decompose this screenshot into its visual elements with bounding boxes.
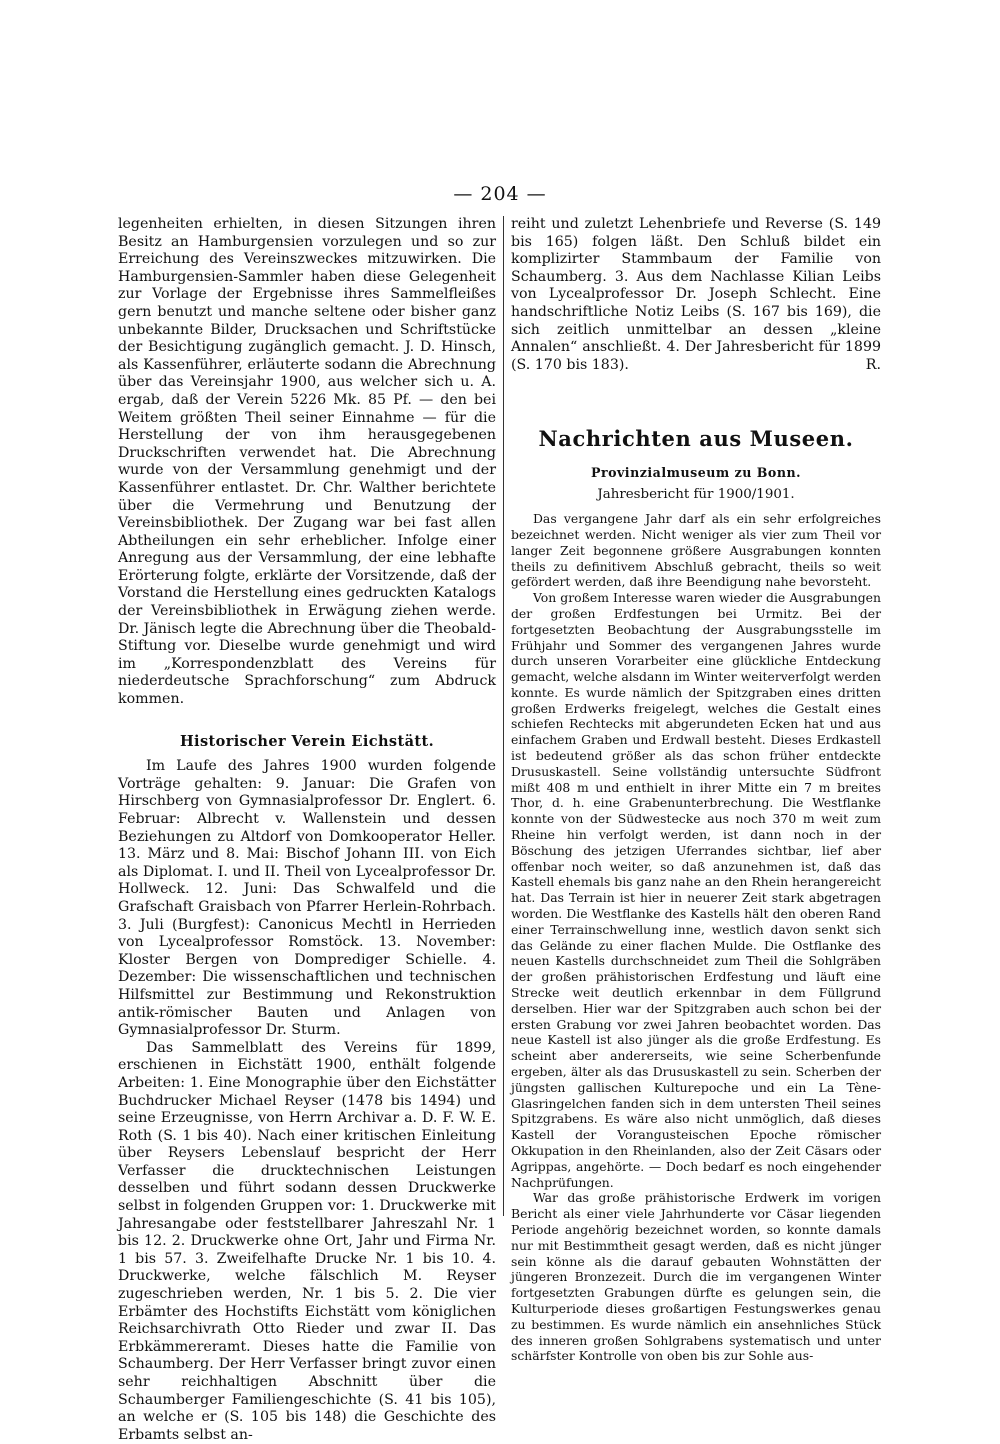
left-paragraph-3: Das Sammelblatt des Vereins für 1899, erschienen in Eichstätt 1900, enthält folgende Arbeiten: 1. Eine Monographie über den Eichstätter Buchdrucker Michael Reyser (1478 bis 1494) und seine Erzeugnisse, von Herrn Archivar a. D. F. W. E. Roth (S. 1 bis 40). Nach einer kritischen Einleitung über Reysers Lebenslauf bespricht der Herr Verfasser die drucktechnischen Leistungen desselben und führt sodann dessen Druckwerke selbst in folgenden Gruppen vor: 1. Druckwerke mit Jahresangabe oder feststellbarer Jahreszahl Nr. 1 bis 12. 2. Druckwerke ohne Ort, Jahr und Firma Nr. 1 bis 57. 3. Zweifelhafte Drucke Nr. 1 bis 10. 4. Druckwerke, welche fälschlich M. Reyser zugeschrieben werden, Nr. 1 bis 5. 2. Die vier Erbämter des Hochstifts Eichstätt vom königlichen Reichsarchivrath Otto Rieder und zwar II. Das Erbkämmereramt. Dieses hatte die Familie von Schaumberg. Der Herr Verfasser bringt zuvor einen sehr reichhaltigen Abschnitt über die Schaumberger Familiengeschichte (S. 41 bis 105), an welche er (S. 105 bis 148) die Geschichte des Erbamts selbst an- bbox=[118, 1039, 496, 1443]
right-intro-paragraph bbox=[511, 216, 881, 374]
right-intro-text: reiht und zuletzt Lehenbriefe und Reverse (S. 149 bis 165) folgen läßt. Den Schluß bildet ein komplizirter Stammbaum der Familie von Schaumberg. 3. Aus dem Nachlasse Kilian Leibs von Lycealprofessor Dr. Joseph Schlecht. Eine handschriftliche Notiz Leibs (S. 167 bis 169), die sich zeitlich unmittelbar an dessen „kleine Annalen“ anschließt. 4. Der Jahresbericht für 1899 (S. 170 bis 183). bbox=[511, 216, 881, 373]
page-number: — 204 — bbox=[453, 183, 547, 205]
report-title: Jahresbericht für 1900/1901. bbox=[597, 486, 795, 502]
report-body bbox=[511, 511, 881, 1364]
museum-title: Provinzialmuseum zu Bonn. bbox=[590, 464, 802, 480]
left-paragraph-2: Im Laufe des Jahres 1900 wurden folgende Vorträge gehalten: 9. Januar: Die Grafen von Hirschberg von Gymnasialprofessor Dr. Englert. 6. Februar: Albrecht v. Wallenstein und dessen Beziehungen zu Altdorf von Domkooperator Heller. 13. März und 8. Mai: Bischof Johann III. von Eich als Diplomat. I. und II. Theil von Lycealprofessor Dr. Hollweck. 12. Juni: Das Schwalfeld und die Grafschaft Graisbach von Pfarrer Herlein-Rohrbach. 3. Juli (Burgfest): Canonicus Mechtl in Herrieden von Lycealprofessor Romstöck. 13. November: Kloster Bergen von Domprediger Schielle. 4. Dezember: Die wissenschaftlichen und technischen Hilfsmittel zur Bestimmung und Rekonstruktion antik-römischer Bauten und Anlagen von Gymnasialprofessor Dr. Sturm. bbox=[118, 758, 496, 1039]
report-paragraph-3: War das große prähistorische Erdwerk im vorigen Bericht als einer viele Jahrhunderte vor Cäsar liegenden Periode angehörig bezeichnet worden, so konnte damals nur mit Bestimmtheit gesagt werden, daß es nicht jünger sein könne als die darauf gebauten Wohnstätten der jüngeren Bronzezeit. Durch die im vergangenen Winter fortgesetzten Grabungen dürfte es gelungen sein, die Kulturperiode dieses großartigen Festungswerkes genau zu bestimmen. Es wurde nämlich ein ansehnliches Stück des inneren großen Sohlgrabens systematisch und unter schärfster Kontrolle von oben bis zur Sohle aus- bbox=[511, 1190, 881, 1364]
left-paragraph-1: legenheiten erhielten, in diesen Sitzungen ihren Besitz an Hamburgensien vorzulegen und so zur Erreichung des Vereinszweckes mitzuwirken. Die Hamburgensien-Sammler haben diese Gelegenheit zur Vorlage der Ergebnisse ihres Sammelfleißes gern benutzt und manche seltene oder bisher ganz unbekannte Bilder, Drucksachen und Schriftstücke der Besichtigung zugänglich gemacht. J. D. Hinsch, als Kassenführer, erläuterte sodann die Abrechnung über das Vereinsjahr 1900, aus welcher sich u. A. ergab, daß der Verein 5226 Mk. 85 Pf. — den bei Weitem größten Theil seiner Einnahme — für die Herstellung der von ihm herausgegebenen Druckschriften verwendet hat. Die Abrechnung wurde von der Versammlung genehmigt und der Kassenführer entlastet. Dr. Chr. Walther berichtete über die Vermehrung und Benutzung der Vereinsbibliothek. Der Zugang war bei fast allen Abtheilungen ein sehr erheblicher. Infolge einer Anregung aus der Versammlung, der eine lebhafte Erörterung folgte, erklärte der Vorsitzende, daß der Vorstand die Herstellung eines gedruckten Katalogs der Vereinsbibliothek in Erwägung ziehen werde. Dr. Jänisch legte die Abrechnung über die Theobald-Stiftung vor. Dieselbe wurde genehmigt und wird im „Korrespondenzblatt des Vereins für niederdeutsche Sprachforschung“ zum Abdruck kommen. bbox=[118, 216, 496, 708]
left-column bbox=[118, 216, 496, 1444]
column-divider bbox=[503, 216, 504, 1216]
subheading-historischer-verein: Historischer Verein Eichstätt. bbox=[179, 732, 435, 750]
report-paragraph-2: Von großem Interesse waren wieder die Ausgrabungen der großen Erdfestungen bei Urmitz. Bei der fortgesetzten Beobachtung der Ausgrabungsstelle im Frühjahr und Sommer des vergangenen Jahres wurde durch unseren Vorarbeiter eine glückliche Entdeckung gemacht, welche alsdann im Winter weiterverfolgt werden konnte. Es wurde nämlich der Spitzgraben eines dritten großen Erdwerks freigelegt, welches die Gestalt eines schiefen Rechtecks mit abgerundeten Ecken hat und aus einfachem Graben und Erdwall besteht. Dieses Erdkastell ist bedeutend größer als das schon früher entdeckte Drususkastell. Seine vollständig untersuchte Südfront mißt 408 m und enthielt in ihrer Mitte ein 7 m breites Thor, d. h. eine Grabenunterbrechung. Die Westflanke konnte von der Südwestecke aus noch 370 m weit zum Rheine hin verfolgt werden, ist dann noch in der Böschung des jetzigen Uferrandes sichtbar, lief aber offenbar noch weiter, so daß anzunehmen ist, daß das Kastell ehemals bis ganz nahe an den Rhein herangereicht hat. Das Terrain ist hier in neuerer Zeit stark abgetragen worden. Die Westflanke des Kastells hält den oberen Rand einer Terrainschwellung inne, westlich davon senkt sich das Gelände zu einer flachen Mulde. Die Ostflanke des neuen Kastells durchschneidet zum Theil die Sohlgräben der großen prähistorischen Erdfestung und läuft eine Strecke weit deutlich erkennbar in dem Füllgrund derselben. Hier war der Spitzgraben auch schon bei der ersten Grabung vor zwei Jahren beobachtet worden. Das neue Kastell ist also jünger als die große Erdfestung. Es scheint aber andererseits, wie seine Scherbenfunde ergeben, älter als das Drususkastell zu sein. Scherben der jüngsten gallischen Kulturepoche und ein La Tène-Glasringelchen fanden sich in dem untersten Theil seines Spitzgrabens. Es wäre also nicht unmöglich, daß dieses Kastell der Vorangusteischen Epoche römischer Okkupation in den Rheinlanden, also der Zeit Cäsars oder Agrippas, angehörte. — Doch bedarf es noch eingehender Nachprüfungen. bbox=[511, 590, 881, 1190]
right-column bbox=[511, 216, 881, 1364]
report-paragraph-1: Das vergangene Jahr darf als ein sehr erfolgreiches bezeichnet werden. Nicht weniger als vier zum Theil vor langer Zeit begonnene größere Ausgrabungen konnten theils zu definitivem Abschluß gebracht, theils so weit gefördert werden, daß ihre Beendigung nahe bevorsteht. bbox=[511, 511, 881, 590]
section-title: Nachrichten aus Museen. bbox=[538, 426, 854, 452]
signature: R. bbox=[865, 356, 881, 373]
